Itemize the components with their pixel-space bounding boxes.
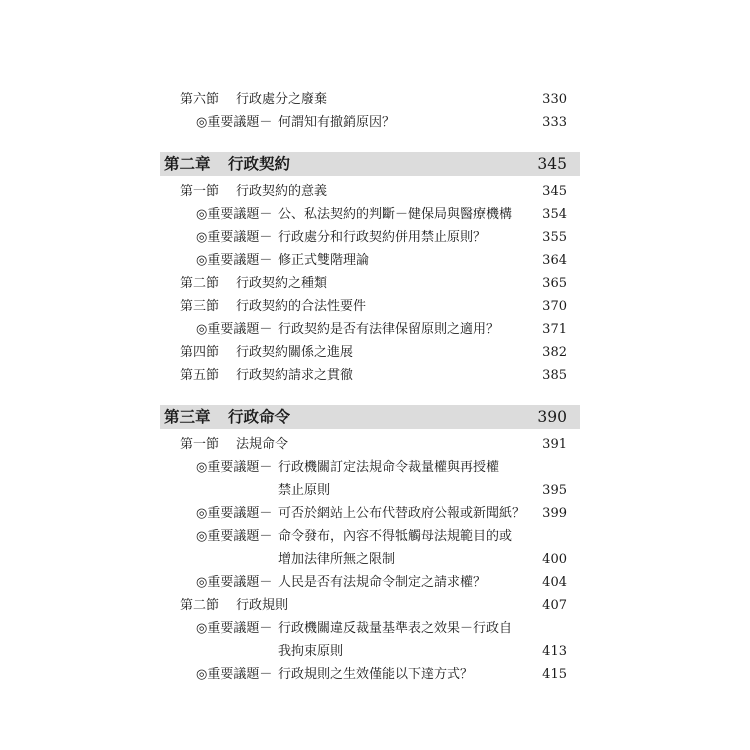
issue-title: 公、私法契約的判斷－健保局與醫療機構 [278, 207, 513, 222]
toc-section-row[interactable] [160, 342, 580, 364]
section-title: 行政契約關係之進展 [236, 345, 354, 360]
page-number: 391 [542, 437, 567, 452]
page-number: 404 [542, 575, 567, 590]
page-number: 407 [542, 598, 567, 613]
toc-section-row[interactable] [160, 273, 580, 295]
toc-issue-row[interactable] [160, 618, 580, 640]
toc-section-row[interactable] [160, 365, 580, 387]
page-number: 365 [542, 276, 567, 291]
page-number: 364 [542, 253, 567, 268]
section-title: 行政契約請求之貫徹 [236, 368, 354, 383]
chapter-number: 第二章 [164, 154, 211, 173]
section-title: 法規命令 [236, 437, 289, 452]
page-number: 390 [537, 408, 567, 426]
issue-title: 行政處分和行政契約併用禁止原則？ [278, 230, 487, 245]
issue-marker: ◎重要議題－ [196, 506, 273, 521]
toc-issue-continuation[interactable] [160, 480, 580, 502]
page-number: 385 [542, 368, 567, 383]
issue-title: 可否於網站上公布代替政府公報或新聞紙？ [278, 506, 526, 521]
section-number: 第一節 [180, 184, 220, 199]
toc-issue-row[interactable] [160, 664, 580, 686]
section-number: 第二節 [180, 598, 220, 613]
page-number: 370 [542, 299, 567, 314]
issue-title: 何謂知有撤銷原因？ [278, 115, 396, 130]
page-number: 415 [542, 667, 567, 682]
section-title: 行政處分之廢棄 [236, 92, 328, 107]
toc-chapter-heading[interactable] [160, 405, 580, 429]
page-number: 395 [542, 483, 567, 498]
section-title: 行政契約的合法性要件 [236, 299, 367, 314]
page-number: 400 [542, 552, 567, 567]
issue-marker: ◎重要議題－ [196, 322, 273, 337]
page-number: 333 [542, 115, 567, 130]
section-number: 第五節 [180, 368, 220, 383]
page-number: 413 [542, 644, 567, 659]
issue-title: 行政機關違反裁量基準表之效果－行政自 [278, 621, 513, 636]
page-number: 330 [542, 92, 567, 107]
toc-section-row[interactable] [160, 89, 580, 111]
issue-title-continued: 我拘束原則 [278, 644, 344, 659]
section-number: 第二節 [180, 276, 220, 291]
issue-marker: ◎重要議題－ [196, 460, 273, 475]
section-title: 行政規則 [236, 598, 289, 613]
chapter-number: 第三章 [164, 407, 211, 426]
toc-chapter-heading[interactable] [160, 152, 580, 176]
toc-section-row[interactable] [160, 595, 580, 617]
issue-title-continued: 禁止原則 [278, 483, 331, 498]
toc-section-row[interactable] [160, 434, 580, 456]
chapter-title: 行政契約 [228, 154, 291, 173]
chapter-title: 行政命令 [228, 407, 291, 426]
toc-issue-row[interactable] [160, 572, 580, 594]
issue-title: 行政機關訂定法規命令裁量權與再授權 [278, 460, 500, 475]
issue-marker: ◎重要議題－ [196, 207, 273, 222]
toc-issue-row[interactable] [160, 457, 580, 479]
page-number: 371 [542, 322, 567, 337]
section-number: 第六節 [180, 92, 220, 107]
page-number: 354 [542, 207, 567, 222]
toc-issue-row[interactable] [160, 250, 580, 272]
section-number: 第一節 [180, 437, 220, 452]
issue-marker: ◎重要議題－ [196, 529, 273, 544]
section-title: 行政契約之種類 [236, 276, 328, 291]
issue-title: 人民是否有法規命令制定之請求權？ [278, 575, 487, 590]
issue-marker: ◎重要議題－ [196, 230, 273, 245]
issue-title-continued: 增加法律所無之限制 [278, 552, 396, 567]
issue-marker: ◎重要議題－ [196, 621, 273, 636]
toc-issue-row[interactable] [160, 526, 580, 548]
page-number: 399 [542, 506, 567, 521]
issue-title: 行政契約是否有法律保留原則之適用？ [278, 322, 500, 337]
issue-marker: ◎重要議題－ [196, 253, 273, 268]
issue-title: 命令發布，內容不得牴觸母法規範目的或 [278, 529, 513, 544]
issue-marker: ◎重要議題－ [196, 115, 273, 130]
toc-issue-row[interactable] [160, 204, 580, 226]
page-number: 382 [542, 345, 567, 360]
issue-title: 修正式雙階理論 [278, 253, 370, 268]
toc-issue-row[interactable] [160, 503, 580, 525]
section-number: 第三節 [180, 299, 220, 314]
toc-issue-continuation[interactable] [160, 549, 580, 571]
toc-issue-row[interactable] [160, 227, 580, 249]
toc-section-row[interactable] [160, 181, 580, 203]
page-number: 345 [542, 184, 567, 199]
page-number: 355 [542, 230, 567, 245]
toc-section-row[interactable] [160, 296, 580, 318]
section-number: 第四節 [180, 345, 220, 360]
page-number: 345 [537, 155, 567, 173]
toc-issue-row[interactable] [160, 319, 580, 341]
issue-marker: ◎重要議題－ [196, 667, 273, 682]
issue-title: 行政規則之生效僅能以下達方式？ [278, 667, 474, 682]
toc-issue-continuation[interactable] [160, 641, 580, 663]
section-title: 行政契約的意義 [236, 184, 328, 199]
toc-issue-row[interactable] [160, 112, 580, 134]
issue-marker: ◎重要議題－ [196, 575, 273, 590]
